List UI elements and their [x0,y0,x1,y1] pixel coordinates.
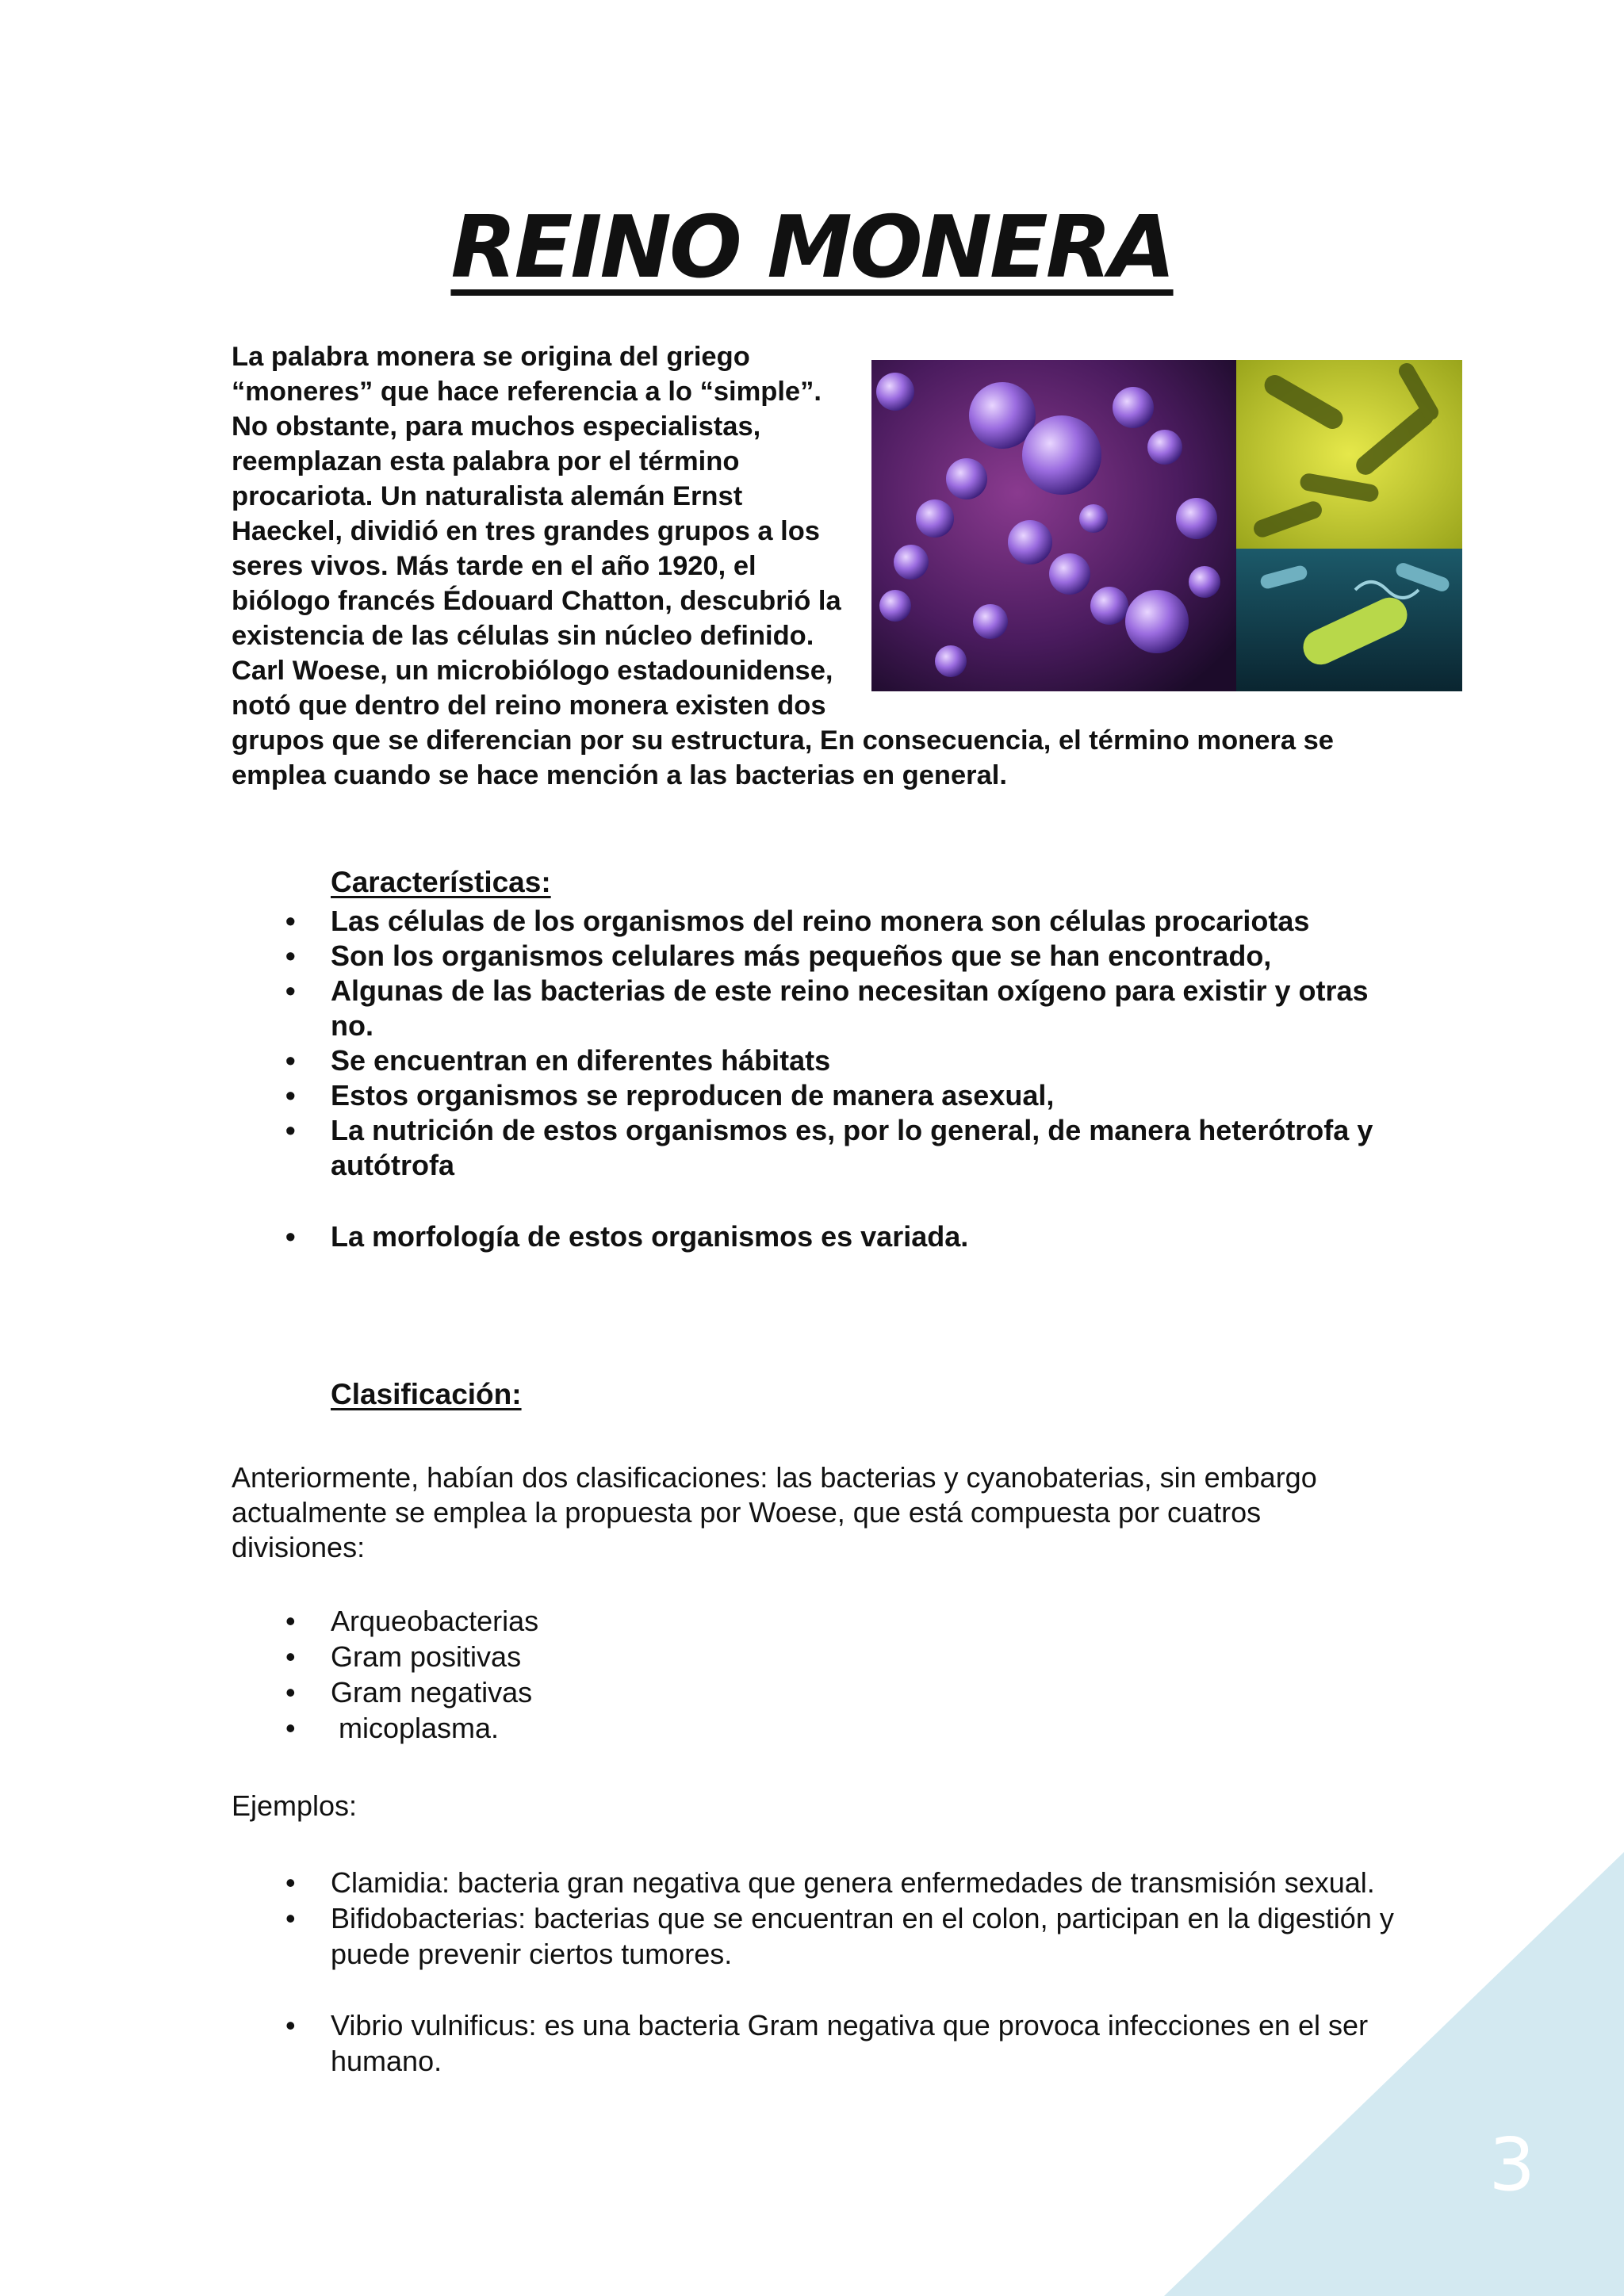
page-number: 3 [1488,2122,1535,2207]
list-item: • Las células de los organismos del reino monera son células procariotas [285,904,1396,939]
list-item: • Se encuentran en diferentes hábitats [285,1043,1396,1078]
caracteristicas-heading: Características: [331,866,551,898]
ejemplos-heading: Ejemplos: [232,1789,358,1822]
list-item: • Gram positivas [285,1639,1396,1674]
intro-block [232,339,1389,793]
list-item: • Estos organismos se reproducen de manera asexual, [285,1078,1396,1113]
intro-paragraph: La palabra monera se origina del griego “moneres” que hace referencia a lo “simple”. No obstante, para muchos especialistas, reemplazan esta palabra por el término procariota. Un naturalista alemán Ernst Haeckel, dividió en tres grandes grupos a los seres vivos. Más tarde en el año 1920, el biólogo francés Édouard Chatton, descubrió la existencia de las células sin núcleo definido. Carl Woese, un microbiólogo estadounidense, notó que dentro del reino monera existen dos grupos que se diferencian por su estructura, En consecuencia, el término monera se emplea cuando se hace mención a las bacterias en general. [232,342,1334,790]
list-item: • Vibrio vulnificus: es una bacteria Gram negativa que provoca infecciones en el ser humano. [285,2007,1396,2079]
list-item: • Algunas de las bacterias de este reino necesitan oxígeno para existir y otras no. [285,974,1396,1043]
list-item: • Gram negativas [285,1674,1396,1710]
list-item: • La nutrición de estos organismos es, por lo general, de manera heterótrofa y autótrofa [285,1113,1396,1183]
divisiones-list [285,1603,1396,1746]
caracteristicas-list [285,904,1396,1254]
clasificacion-heading: Clasificación: [331,1378,522,1410]
corner-triangle-decoration [1164,1852,1624,2296]
list-item: • micoplasma. [285,1710,1396,1746]
list-item: • Bifidobacterias: bacterias que se encuentran en el colon, participan en la digestión y puede prevenir ciertos tumores. [285,1900,1396,1972]
list-item: • Arqueobacterias [285,1603,1396,1639]
page-title: REINO MONERA [450,198,1174,297]
clasificacion-paragraph: Anteriormente, habían dos clasificaciones: las bacterias y cyanobaterias, sin embargo actualmente se emplea la propuesta por Woese, que está compuesta por cuatros divisiones: [232,1461,1317,1563]
bacteria-collage-image [871,360,1462,691]
list-item: • Son los organismos celulares más pequeños que se han encontrado, [285,939,1396,974]
list-item: • Clamidia: bacteria gran negativa que genera enfermedades de transmisión sexual. [285,1865,1396,1900]
list-item: • La morfología de estos organismos es variada. [285,1219,1396,1254]
